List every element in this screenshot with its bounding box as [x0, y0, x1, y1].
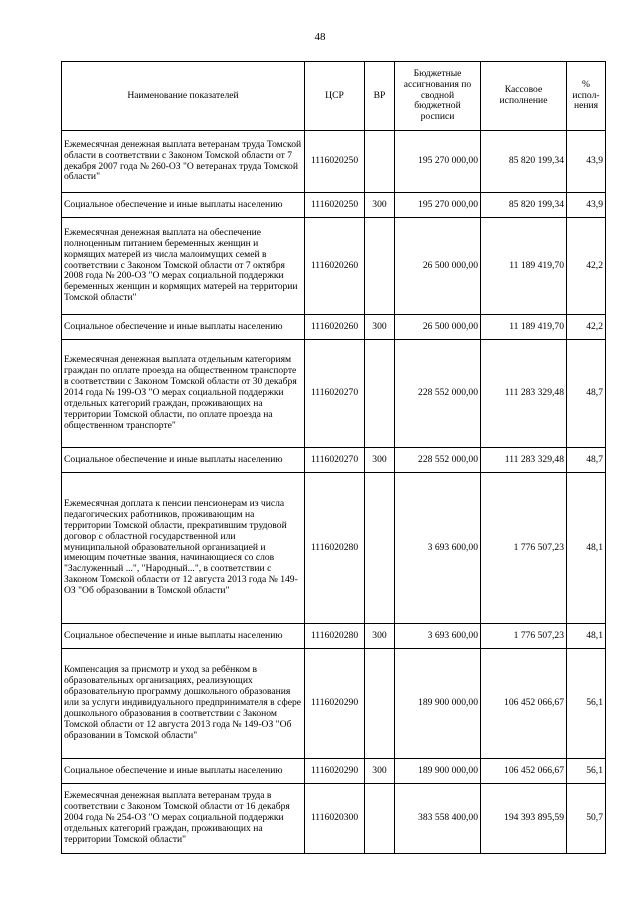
cell-name: Ежемесячная денежная выплата ветеранам труда в соответствии с Законом Томской области от 16 декабря 2004 года № 254-ОЗ "О мерах социальной поддержки отдельных категорий граждан, проживающих на территории Томской области" — [62, 784, 305, 854]
cell-budget: 189 900 000,00 — [395, 649, 481, 759]
cell-csr: 1116020280 — [305, 473, 365, 624]
cell-csr: 1116020260 — [305, 218, 365, 315]
cell-budget: 383 558 400,00 — [395, 784, 481, 854]
cell-name: Компенсация за присмотр и уход за ребёнком в образовательных организациях, реализующих образовательную программу дошкольного образования или за услуги индивидуального предпринимателя в сфере дошкольного образования в соответствии с Законом Томской области от 12 августа 2013 года № 149-ОЗ "Об образовании в Томской области" — [62, 649, 305, 759]
cell-percent: 56,1 — [567, 649, 606, 759]
cell-vr: 300 — [365, 193, 395, 218]
cell-vr — [365, 218, 395, 315]
cell-cash: 106 452 066,67 — [481, 759, 567, 784]
cell-name: Ежемесячная денежная выплата ветеранам труда Томской области в соответствии с Законом Томской области от 7 декабря 2007 года № 260-ОЗ "О ветеранах труда Томской области" — [62, 131, 305, 193]
cell-percent: 48,1 — [567, 473, 606, 624]
cell-name: Социальное обеспечение и иные выплаты населению — [62, 193, 305, 218]
cell-percent: 43,9 — [567, 131, 606, 193]
cell-cash: 1 776 507,23 — [481, 624, 567, 649]
cell-budget: 26 500 000,00 — [395, 315, 481, 340]
header-percent: % испол-нения — [567, 62, 606, 131]
cell-csr: 1116020290 — [305, 759, 365, 784]
budget-table — [61, 61, 606, 854]
header-budget: Бюджетные ассигнования по сводной бюджетной росписи — [395, 62, 481, 131]
cell-percent: 48,1 — [567, 624, 606, 649]
cell-cash: 85 820 199,34 — [481, 193, 567, 218]
cell-name: Социальное обеспечение и иные выплаты населению — [62, 759, 305, 784]
table-row — [62, 218, 606, 315]
table-row — [62, 340, 606, 448]
cell-csr: 1116020250 — [305, 131, 365, 193]
cell-cash: 106 452 066,67 — [481, 649, 567, 759]
cell-csr: 1116020260 — [305, 315, 365, 340]
table-header — [62, 62, 606, 131]
table-body — [62, 131, 606, 854]
table-row — [62, 759, 606, 784]
header-name: Наименование показателей — [62, 62, 305, 131]
cell-csr: 1116020300 — [305, 784, 365, 854]
cell-csr: 1116020250 — [305, 193, 365, 218]
cell-budget: 3 693 600,00 — [395, 473, 481, 624]
cell-percent: 48,7 — [567, 340, 606, 448]
table-row — [62, 649, 606, 759]
table-row — [62, 784, 606, 854]
cell-vr: 300 — [365, 448, 395, 473]
cell-cash: 11 189 419,70 — [481, 315, 567, 340]
cell-cash: 85 820 199,34 — [481, 131, 567, 193]
header-csr: ЦСР — [305, 62, 365, 131]
cell-budget: 3 693 600,00 — [395, 624, 481, 649]
cell-percent: 50,7 — [567, 784, 606, 854]
page-number: 48 — [314, 31, 326, 43]
cell-vr: 300 — [365, 759, 395, 784]
cell-vr — [365, 649, 395, 759]
header-vr: ВР — [365, 62, 395, 131]
cell-percent: 43,9 — [567, 193, 606, 218]
cell-budget: 228 552 000,00 — [395, 448, 481, 473]
cell-cash: 1 776 507,23 — [481, 473, 567, 624]
cell-vr: 300 — [365, 315, 395, 340]
table-row — [62, 131, 606, 193]
cell-vr: 300 — [365, 624, 395, 649]
cell-name: Социальное обеспечение и иные выплаты населению — [62, 315, 305, 340]
cell-name: Ежемесячная доплата к пенсии пенсионерам из числа педагогических работников, проживающим на территории Томской области, прекратившим трудовой договор с областной государственной или муниципальной образовательной организацией и имеющим почетные звания, начинающиеся со слов "Заслуженный ...", "Народный...", в соответствии с Законом Томской области от 12 августа 2013 года № 149-ОЗ "Об образовании в Томской области" — [62, 473, 305, 624]
cell-name: Социальное обеспечение и иные выплаты населению — [62, 448, 305, 473]
table-row — [62, 624, 606, 649]
header-cash: Кассовое исполнение — [481, 62, 567, 131]
cell-csr: 1116020270 — [305, 448, 365, 473]
cell-csr: 1116020290 — [305, 649, 365, 759]
table-row — [62, 193, 606, 218]
cell-percent: 48,7 — [567, 448, 606, 473]
cell-budget: 228 552 000,00 — [395, 340, 481, 448]
cell-name: Ежемесячная денежная выплата отдельным категориям граждан по оплате проезда на общественном транспорте в соответствии с Законом Томской области от 30 декабря 2014 года № 199-ОЗ "О мерах социальной поддержки отдельных категорий граждан, проживающих на территории Томской области, по оплате проезда на общественном транспорте" — [62, 340, 305, 448]
cell-cash: 194 393 895,59 — [481, 784, 567, 854]
cell-vr — [365, 473, 395, 624]
cell-name: Ежемесячная денежная выплата на обеспечение полноценным питанием беременных женщин и кормящих матерей из числа малоимущих семей в соответствии с Законом Томской области от 7 октября 2008 года № 200-ОЗ "О мерах социальной поддержки беременных женщин и кормящих матерей на территории Томской области" — [62, 218, 305, 315]
cell-name: Социальное обеспечение и иные выплаты населению — [62, 624, 305, 649]
table-row — [62, 315, 606, 340]
cell-percent: 42,2 — [567, 315, 606, 340]
cell-vr — [365, 131, 395, 193]
cell-csr: 1116020280 — [305, 624, 365, 649]
cell-cash: 111 283 329,48 — [481, 448, 567, 473]
cell-budget: 195 270 000,00 — [395, 131, 481, 193]
cell-csr: 1116020270 — [305, 340, 365, 448]
cell-budget: 189 900 000,00 — [395, 759, 481, 784]
cell-vr — [365, 784, 395, 854]
header-row — [62, 62, 606, 131]
table-row — [62, 473, 606, 624]
cell-cash: 11 189 419,70 — [481, 218, 567, 315]
cell-percent: 42,2 — [567, 218, 606, 315]
cell-budget: 26 500 000,00 — [395, 218, 481, 315]
cell-cash: 111 283 329,48 — [481, 340, 567, 448]
cell-budget: 195 270 000,00 — [395, 193, 481, 218]
cell-vr — [365, 340, 395, 448]
table-row — [62, 448, 606, 473]
cell-percent: 56,1 — [567, 759, 606, 784]
